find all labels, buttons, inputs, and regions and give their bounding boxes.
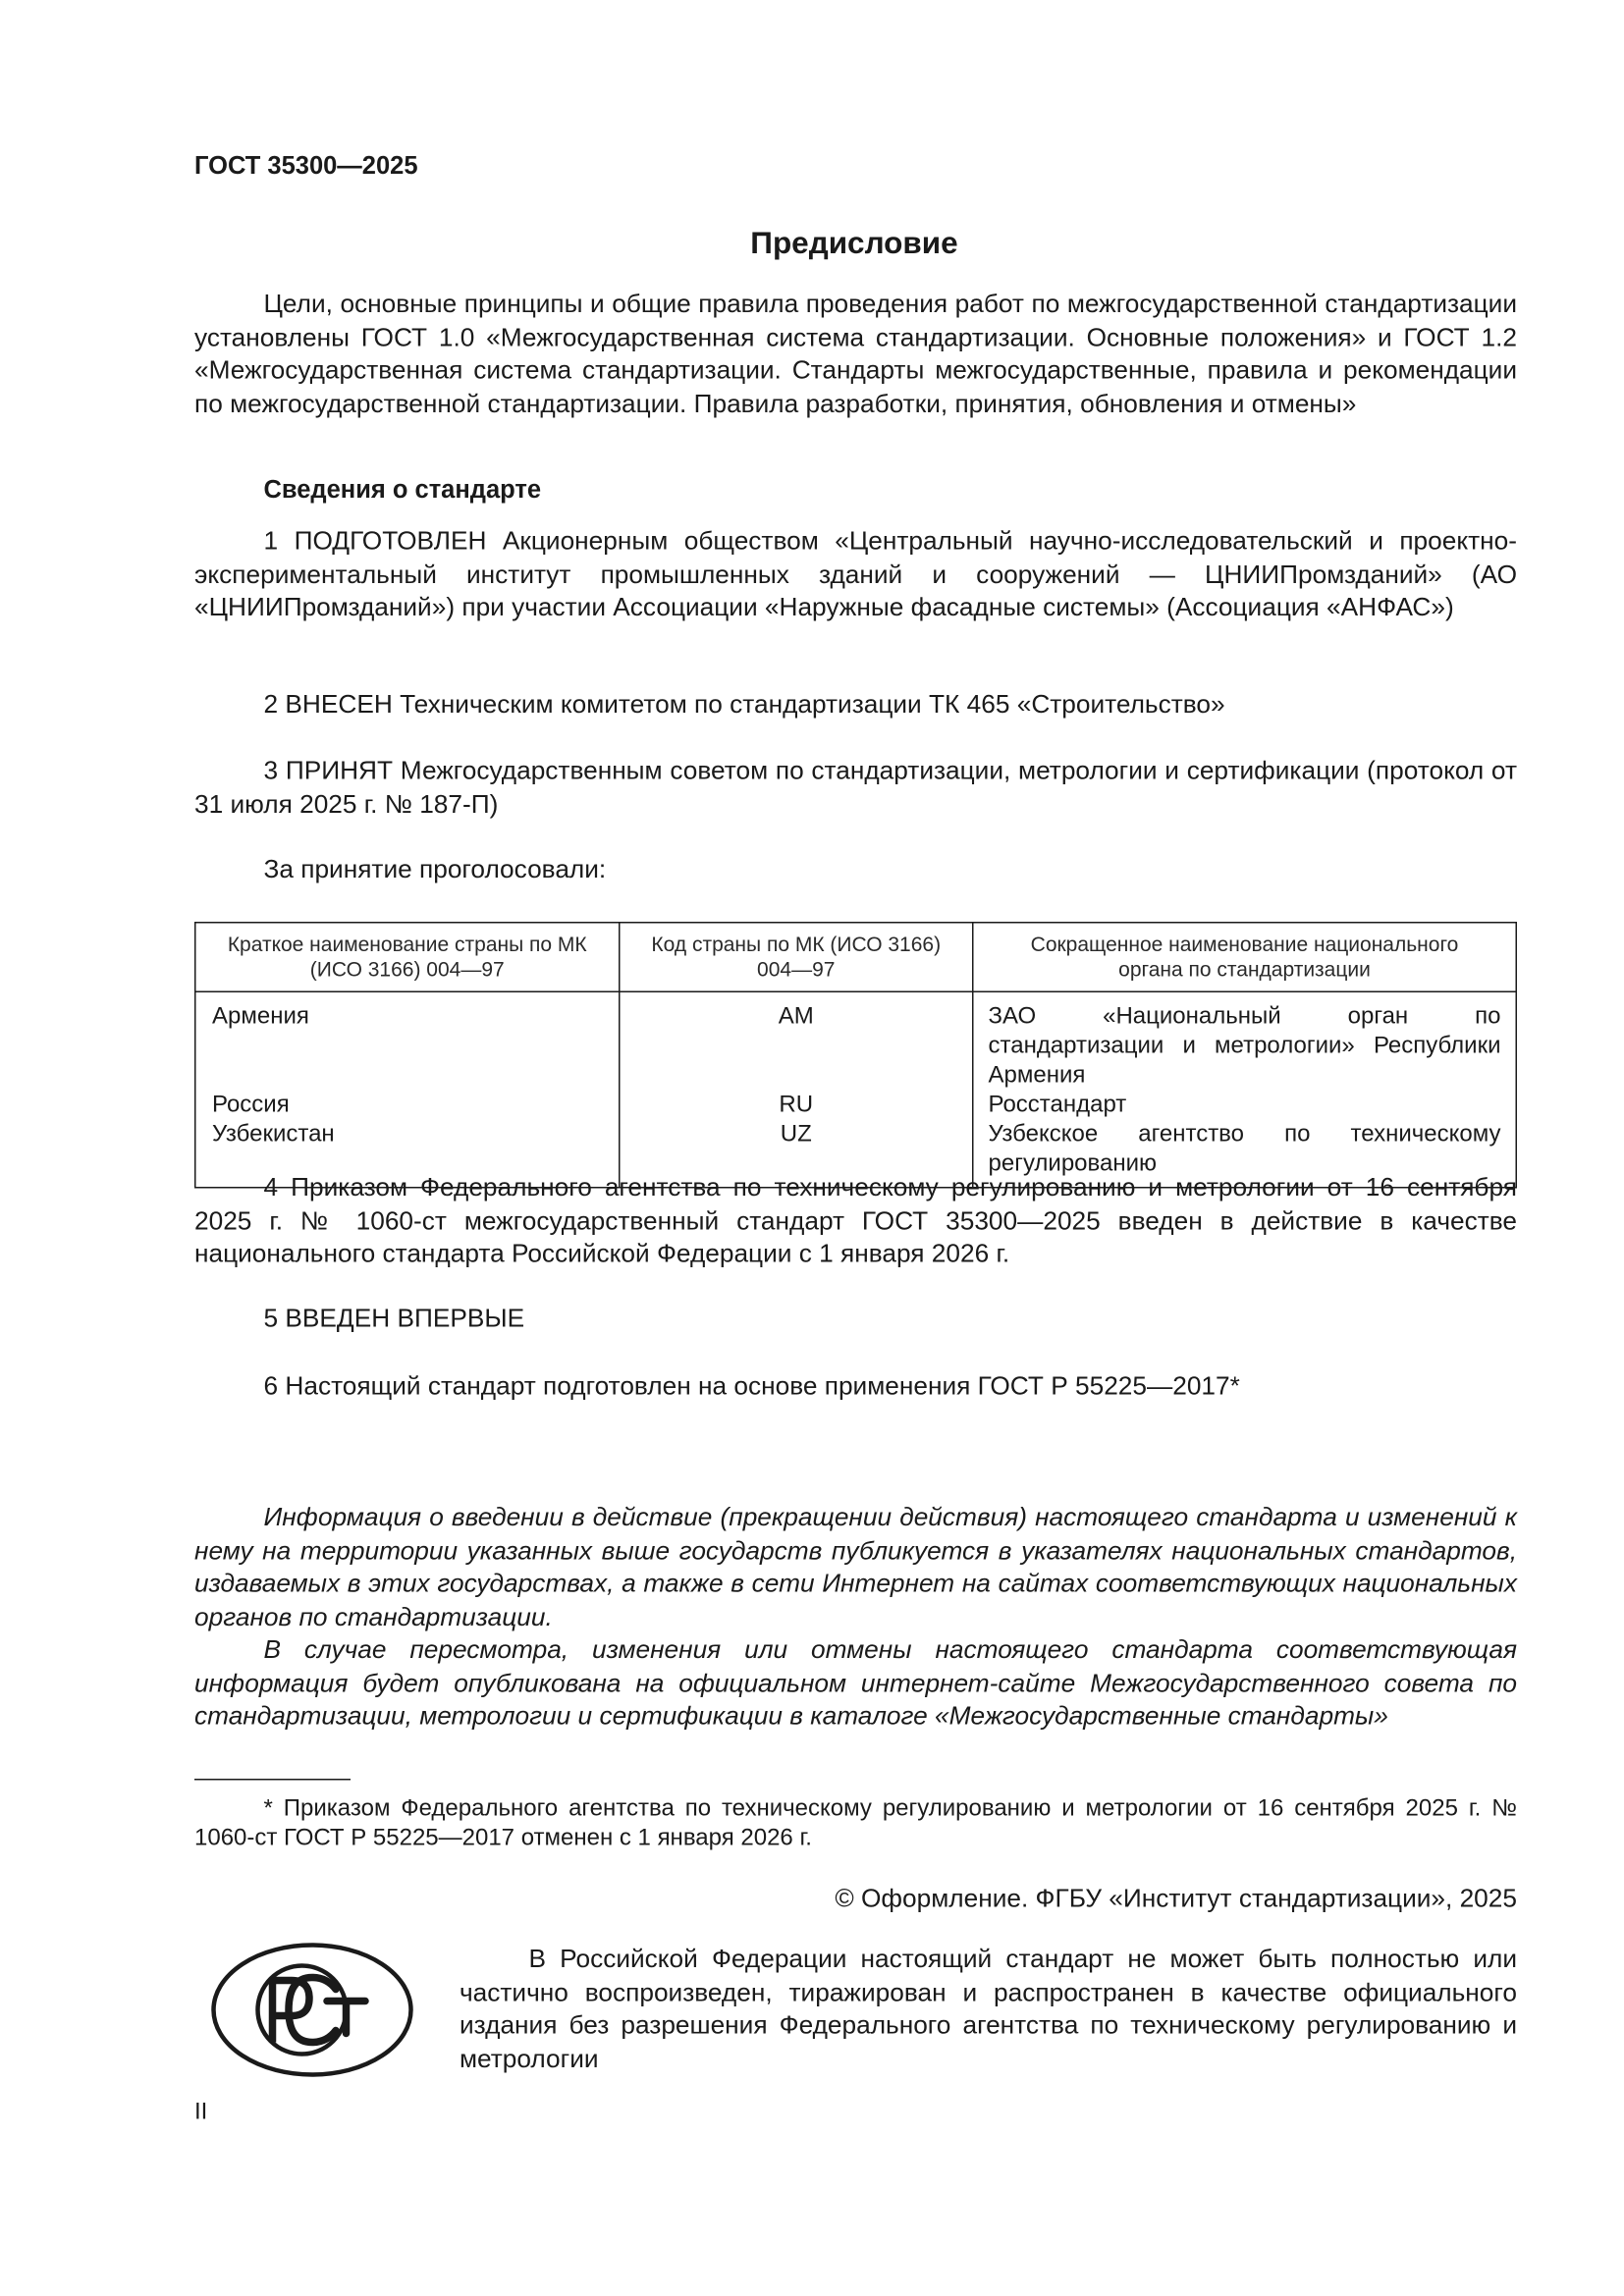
info-block bbox=[194, 1501, 1517, 1733]
item-first-introduced: 5 ВВЕДЕН ВПЕРВЫЕ bbox=[263, 1303, 525, 1333]
table-cell-code: UZ bbox=[620, 1121, 973, 1188]
table-row bbox=[195, 991, 1517, 1091]
table-header-row bbox=[195, 923, 1517, 992]
copyright: © Оформление. ФГБУ «Институт стандартизации», 2025 bbox=[835, 1883, 1517, 1913]
table-cell-code: RU bbox=[620, 1092, 973, 1121]
table-cell-organ: Узбекское агентство по техническому регулированию bbox=[973, 1121, 1517, 1188]
page-title: Предисловие bbox=[750, 227, 958, 261]
table-cell-organ: Росстандарт bbox=[973, 1092, 1517, 1121]
info-paragraph: В случае пересмотра, изменения или отмены настоящего стандарта соответствующая информация будет опубликована на официальном интернет-сайте Межгосударственного совета по стандартизации, метрологии и сертификации в каталоге «Межгосударственные стандарты» bbox=[194, 1634, 1517, 1731]
rst-logo-icon bbox=[209, 1940, 415, 2081]
item-enacted: 4 Приказом Федерального агентства по техническому регулированию и метрологии от 16 сентября 2025 г. № 1060-ст межгосударственный стандарт ГОСТ 35300—2025 введен в действие в качестве национального стандарта Российской Федерации с 1 января 2026 г. bbox=[194, 1172, 1517, 1268]
item-adopted: 3 ПРИНЯТ Межгосударственным советом по стандартизации, метрологии и сертификации (протокол от 31 июля 2025 г. № 187-П) bbox=[194, 755, 1517, 819]
item-prepared: 1 ПОДГОТОВЛЕН Акционерным обществом «Центральный научно-исследовательский и проектно-экспериментальный институт промышленных зданий и сооружений — ЦНИИПромзданий» (АО «ЦНИИПромзданий») при участии Ассоциации «Наружные фасадные системы» (Ассоциация «АНФАС») bbox=[194, 525, 1517, 621]
reproduction-notice: В Российской Федерации настоящий стандарт не может быть полностью или частично воспроизведен, тиражирован и распространен в качестве официального издания без разрешения Федерального агентства по техническому регулированию и метрологии bbox=[460, 1944, 1517, 2073]
page-number: II bbox=[194, 2100, 208, 2125]
section-heading: Сведения о стандарте bbox=[263, 475, 542, 504]
footnote-divider bbox=[194, 1779, 351, 1781]
table-header-organ: Сокращенное наименование национального органа по стандартизации bbox=[973, 923, 1517, 992]
table-cell-code: AM bbox=[620, 991, 973, 1091]
item-introduced: 2 ВНЕСЕН Техническим комитетом по стандартизации ТК 465 «Строительство» bbox=[263, 689, 1225, 719]
table-cell-country: Россия bbox=[195, 1092, 620, 1121]
table-header-country: Краткое наименование страны по МК (ИСО 3166) 004—97 bbox=[195, 923, 620, 992]
item-basis: 6 Настоящий стандарт подготовлен на основе применения ГОСТ Р 55225—2017* bbox=[263, 1370, 1240, 1401]
table-cell-organ: ЗАО «Национальный орган по стандартизации и метрологии» Республики Армения bbox=[973, 991, 1517, 1091]
table-header-code: Код страны по МК (ИСО 3166) 004—97 bbox=[620, 923, 973, 992]
table-cell-country: Узбекистан bbox=[195, 1121, 620, 1188]
table-row bbox=[195, 1092, 1517, 1121]
vote-table bbox=[194, 922, 1517, 1189]
vote-intro: За принятие проголосовали: bbox=[263, 854, 607, 883]
document-header: ГОСТ 35300—2025 bbox=[194, 151, 418, 180]
intro-paragraph: Цели, основные принципы и общие правила проведения работ по межгосударственной стандартизации установлены ГОСТ 1.0 «Межгосударственная система стандартизации. Основные положения» и ГОСТ 1.2 «Межгосударственная система стандартизации. Стандарты межгосударственные, правила и рекомендации по межгосударственной стандартизации. Правила разработки, принятия, обновления и отмены» bbox=[194, 289, 1517, 418]
table-cell-country: Армения bbox=[195, 991, 620, 1091]
footnote: * Приказом Федерального агентства по техническому регулированию и метрологии от 16 сентября 2025 г. № 1060-ст ГОСТ Р 55225—2017 отменен с 1 января 2026 г. bbox=[194, 1796, 1517, 1851]
info-paragraph: Информация о введении в действие (прекращении действия) настоящего стандарта и изменений к нему на территории указанных выше государств публикуется в указателях национальных стандартов, издаваемых в этих государствах, а также в сети Интернет на сайтах соответствующих национальных органов по стандартизации. bbox=[194, 1502, 1517, 1631]
